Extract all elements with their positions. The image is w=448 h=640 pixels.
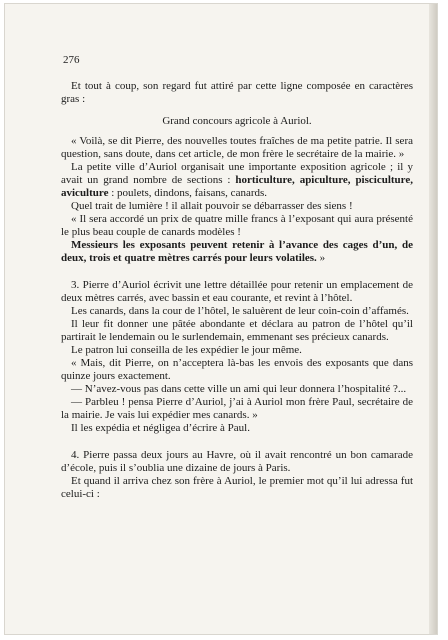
section-gap [61, 265, 413, 279]
exposition-text-start: La petite ville d’Auriol organisait une importante exposition agricole ; il y avait un grand nombre de sections : [61, 161, 413, 186]
paragraph-prix: « Il sera accordé un prix de quatre mille francs à l’exposant qui aura présenté le plus beau couple de canards modèles ! [61, 213, 413, 238]
paragraph-intro: Et tout à coup, son regard fut attiré par cette ligne composée en caractères gras : [61, 80, 413, 105]
paragraph-section-3: 3. Pierre d’Auriol écrivit une lettre détaillée pour retenir un emplacement de deux mètres carrés, avec bassin et eau courante, et revint à l’hôtel. [61, 279, 413, 304]
paragraph-voila: « Voilà, se dit Pierre, des nouvelles toutes fraîches de ma petite patrie. Il sera question, sans doute, dans cet article, de mon frère le secrétaire de la mairie. » [61, 135, 413, 160]
page-body [61, 80, 413, 501]
paragraph-parbleu: — Parbleu ! pensa Pierre d’Auriol, j’ai à Auriol mon frère Paul, secrétaire de la mairie. Je vais lui expédier mes canards. » [61, 396, 413, 421]
paragraph-ami: — N’avez-vous pas dans cette ville un ami qui leur donnera l’hospitalité ?... [71, 383, 407, 395]
book-page [5, 4, 437, 634]
page-number: 276 [63, 54, 80, 66]
exposition-sections-bold: horticulture, apiculture, pisciculture, aviculture [61, 174, 413, 199]
paragraph-exposants [61, 239, 413, 265]
paragraph-expedia: Il les expédia et négligea d’écrire à Paul. [71, 422, 250, 434]
paragraph-arrivee: Et quand il arriva chez son frère à Auriol, le premier mot qu’il lui adressa fut celui-ci : [61, 475, 413, 500]
page-binding-edge [429, 4, 437, 634]
exposition-text-end: : poulets, dindons, faisans, canards. [108, 187, 268, 199]
exposants-bold: Messieurs les exposants peuvent retenir à l’avance des cages d’un, de deux, trois et quatre mètres carrés pour leurs volatiles. [61, 239, 413, 264]
paragraph-trait-de-lumiere: Quel trait de lumière ! il allait pouvoir se débarrasser des siens ! [71, 200, 353, 212]
paragraph-exposition [61, 161, 413, 200]
paragraph-patee: Il leur fit donner une pâtée abondante et déclara au patron de l’hôtel qu’il partirait le lendemain ou le surlendemain, emmenant ses précieux canards. [61, 318, 413, 343]
section-gap [61, 435, 413, 449]
exposants-end: » [316, 252, 326, 264]
paragraph-section-4: 4. Pierre passa deux jours au Havre, où il avait rencontré un bon camarade d’école, puis il s’oublia une dizaine de jours à Paris. [61, 449, 413, 474]
paragraph-canards-cour: Les canards, dans la cour de l’hôtel, le saluèrent de leur coin-coin d’affamés. [71, 305, 409, 317]
paragraph-mais: « Mais, dit Pierre, on n’acceptera là-bas les envois des exposants que dans quinze jours exactement. [61, 357, 413, 382]
headline-concours: Grand concours agricole à Auriol. [162, 115, 312, 127]
paragraph-patron: Le patron lui conseilla de les expédier le jour même. [71, 344, 302, 356]
